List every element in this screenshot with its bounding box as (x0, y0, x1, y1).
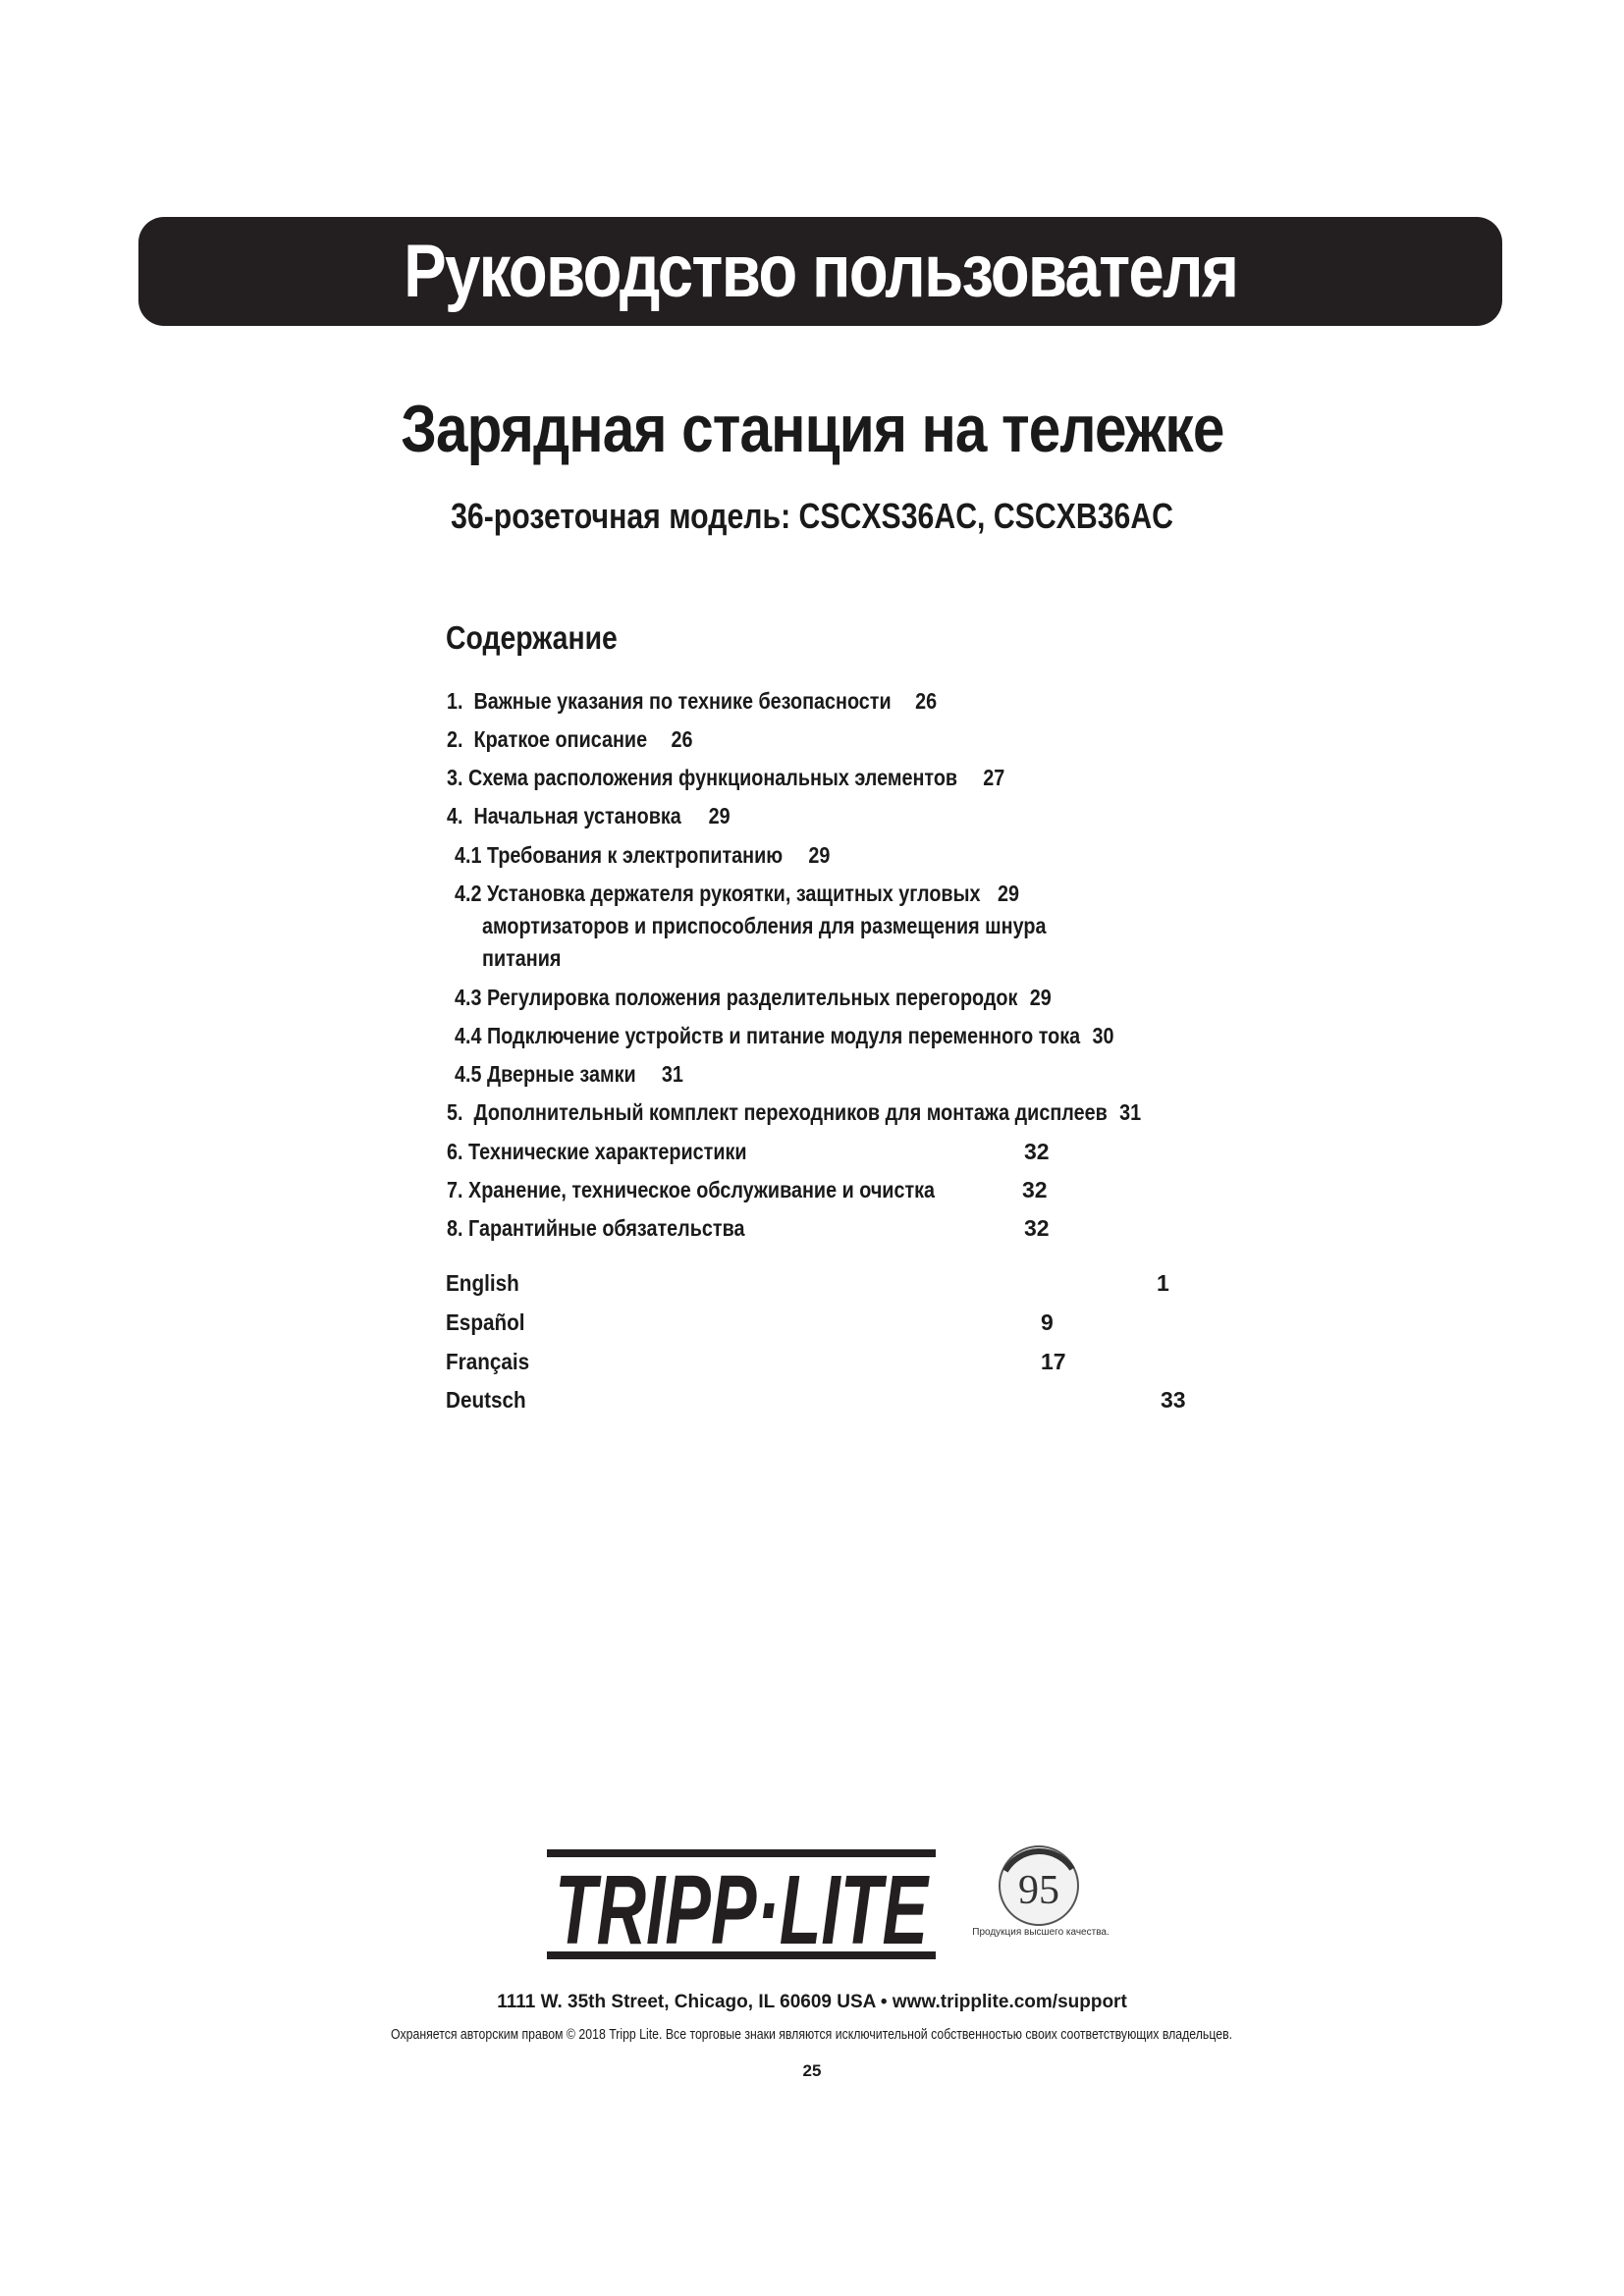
banner-title: Руководство пользователя (403, 230, 1238, 313)
company-address: 1111 W. 35th Street, Chicago, IL 60609 USA • www.tripplite.com/support (497, 1992, 1127, 2012)
toc-item-7[interactable] (447, 1174, 935, 1206)
toc-item-number: 8. (447, 1215, 463, 1241)
toc-item-page: 30 (1092, 1023, 1114, 1048)
toc-item-number: 4. (447, 803, 463, 828)
toc-item-text: Подключение устройств и питание модуля переменного тока (487, 1023, 1081, 1048)
document-title-text: Зарядная станция на тележке (400, 392, 1224, 466)
toc-item-4[interactable] (447, 800, 731, 832)
toc-item-page: 32 (1024, 1139, 1050, 1164)
toc-item-4-3[interactable] (455, 982, 1052, 1014)
lang-deutsch[interactable]: Deutsch (446, 1387, 526, 1413)
toc-item-text: Установка держателя рукоятки, защитных угловых (487, 881, 981, 906)
toc-item-number: 2. (447, 726, 463, 752)
toc-heading: Содержание (446, 619, 618, 656)
toc-item-text: Дверные замки (487, 1061, 636, 1087)
toc-item-text: Важные указания по технике безопасности (473, 688, 892, 714)
toc-item-4-4[interactable] (455, 1020, 1114, 1052)
toc-item-4-1[interactable] (455, 839, 830, 872)
toc-item-text: Начальная установка (473, 803, 681, 828)
toc-item-number: 6. (447, 1139, 463, 1164)
toc-item-4-2[interactable] (455, 878, 1019, 910)
lang-english[interactable]: English (446, 1270, 519, 1296)
lang-espanol-page: 9 (1041, 1309, 1054, 1335)
toc-item-5[interactable] (447, 1096, 1141, 1129)
toc-item-4-2-line2: амортизаторов и приспособления для размещения шнура (482, 913, 1047, 938)
toc-item-text: Технические характеристики (467, 1139, 747, 1164)
toc-item-4-2-line3: питания (482, 945, 562, 971)
tripp-lite-logo (545, 1845, 938, 1963)
toc-item-page: 29 (1029, 985, 1052, 1010)
lang-espanol[interactable]: Español (446, 1309, 525, 1335)
badge-caption: Продукция высшего качества. (972, 1927, 1110, 1938)
toc-item-page: 29 (998, 881, 1020, 906)
toc-item-3[interactable] (447, 762, 1004, 794)
lang-francais-page: 17 (1041, 1349, 1066, 1374)
toc-item-page: 26 (671, 726, 693, 752)
logo-brand-text: TRIPP·LITE (555, 1855, 931, 1963)
model-subtitle-text: 36-розеточная модель: CSCXS36AC, CSCXB36AC (451, 496, 1173, 536)
copyright-text: Охраняется авторским правом © 2018 Tripp Lite. Все торговые знаки являются исключительной собственностью своих соответствующих владельцев. (391, 2026, 1233, 2043)
toc-item-2[interactable] (447, 723, 693, 756)
toc-item-number: 4.3 (455, 985, 482, 1010)
toc-item-page: 27 (983, 765, 1005, 790)
toc-item-page: 32 (1024, 1215, 1050, 1241)
toc-item-page: 29 (808, 842, 831, 868)
toc-item-text: Краткое описание (473, 726, 648, 752)
toc-item-number: 5. (447, 1099, 463, 1125)
toc-item-number: 3. (447, 765, 463, 790)
toc-item-page: 31 (1119, 1099, 1142, 1125)
model-subtitle (0, 496, 1624, 537)
lang-english-page: 1 (1157, 1270, 1169, 1296)
toc-item-8[interactable] (447, 1212, 744, 1245)
page-number: 25 (802, 2061, 822, 2080)
toc-item-text: Требования к электропитанию (487, 842, 784, 868)
title-banner (138, 217, 1502, 326)
lang-deutsch-page: 33 (1161, 1387, 1186, 1413)
toc-item-number: 4.2 (455, 881, 482, 906)
toc-item-text: Регулировка положения разделительных перегородок (487, 985, 1018, 1010)
toc-item-number: 4.1 (455, 842, 482, 868)
toc-item-number: 1. (447, 688, 463, 714)
toc-item-number: 4.4 (455, 1023, 482, 1048)
document-title (0, 391, 1624, 467)
toc-item-1[interactable] (447, 685, 937, 718)
toc-item-text: Схема расположения функциональных элементов (467, 765, 958, 790)
lang-francais[interactable]: Français (446, 1349, 530, 1374)
toc-item-6[interactable] (447, 1136, 747, 1168)
toc-item-text: Хранение, техническое обслуживание и очистка (467, 1177, 936, 1202)
toc-item-page: 32 (1022, 1177, 1048, 1202)
copyright-notice (0, 2026, 1624, 2043)
toc-item-number: 4.5 (455, 1061, 482, 1087)
toc-item-text: Дополнительный комплект переходников для монтажа дисплеев (473, 1099, 1108, 1125)
badge-number: 95 (1018, 1868, 1059, 1913)
toc-item-page: 26 (915, 688, 938, 714)
toc-item-text: Гарантийные обязательства (467, 1215, 745, 1241)
toc-item-page: 31 (661, 1061, 683, 1087)
toc-item-4-5[interactable] (455, 1058, 683, 1091)
toc-item-page: 29 (708, 803, 731, 828)
toc-item-number: 7. (447, 1177, 463, 1202)
